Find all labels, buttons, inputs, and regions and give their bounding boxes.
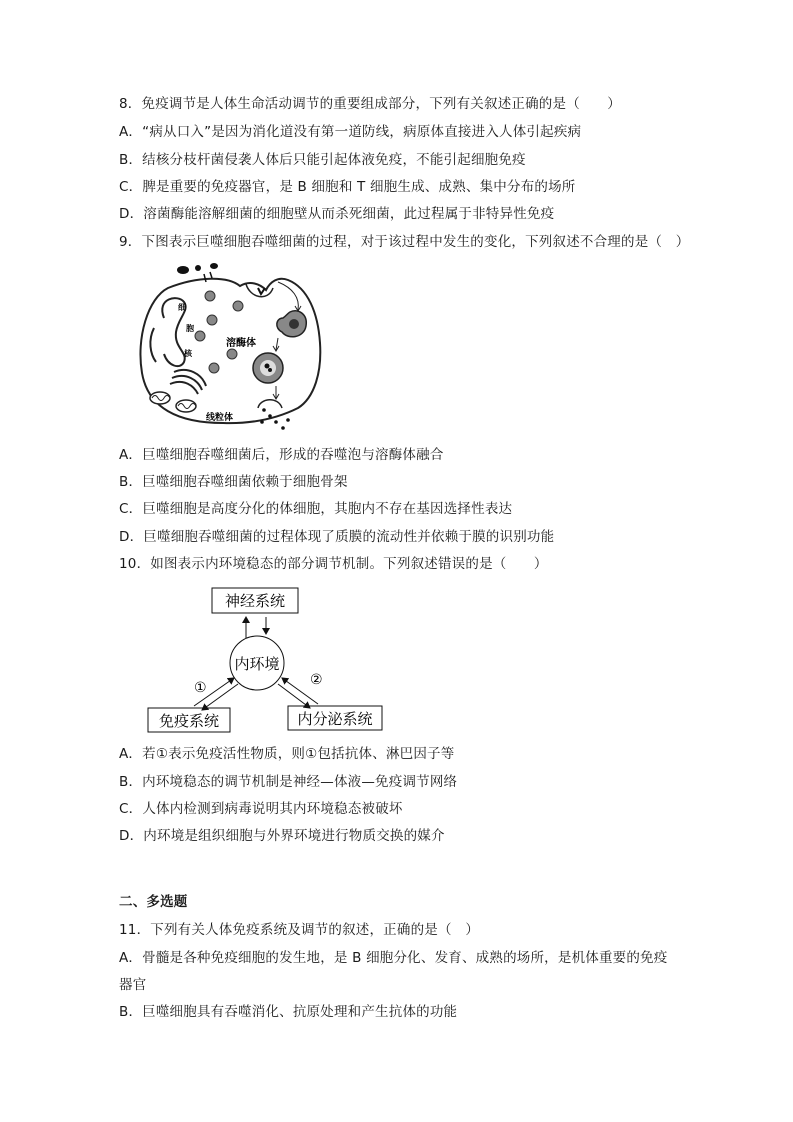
q9-option-b: B．巨噬细胞吞噬细菌依赖于细胞骨架 [119, 474, 348, 490]
q8-stem: 8．免疫调节是人体生命活动调节的重要组成部分，下列有关叙述正确的是（ ） [119, 96, 621, 112]
q8-option-a: A．“病从口入”是因为消化道没有第一道防线，病原体直接进入人体引起疾病 [119, 124, 582, 140]
label-er-2: 胞 [186, 324, 194, 333]
q10-option-b: B．内环境稳态的调节机制是神经—体液—免疫调节网络 [119, 774, 458, 790]
endocrine-system-label: 内分泌系统 [297, 710, 373, 728]
lysosome [207, 315, 217, 325]
label-lysosome: 溶酶体 [226, 338, 256, 349]
q8-option-c: C．脾是重要的免疫器官，是 B 细胞和 T 细胞生成、成熟、集中分布的场所 [119, 179, 576, 195]
bacterium [210, 263, 218, 269]
q11-option-a-line1: A．骨髓是各种免疫细胞的发生地，是 B 细胞分化、发育、成熟的场所，是机体重要的免疫 [119, 950, 668, 966]
q11-option-b: B．巨噬细胞具有吞噬消化、抗原处理和产生抗体的功能 [119, 1004, 458, 1020]
nervous-system-label: 神经系统 [224, 592, 286, 610]
q9-option-a: A．巨噬细胞吞噬细菌后，形成的吞噬泡与溶酶体融合 [119, 447, 444, 463]
mark-1: ① [194, 680, 207, 696]
q9-option-d: D．巨噬细胞吞噬细菌的过程体现了质膜的流动性并依赖于膜的识别功能 [119, 529, 555, 545]
q9-stem: 9．下图表示巨噬细胞吞噬细菌的过程，对于该过程中发生的变化，下列叙述不合理的是（ ） [119, 234, 690, 250]
lysosome [227, 349, 237, 359]
mitochondrion [176, 400, 196, 412]
bacterium [195, 265, 201, 271]
lysosome [195, 331, 205, 341]
lysosome [209, 363, 219, 373]
label-er-3: 核 [184, 349, 192, 358]
q8-option-b: B．结核分枝杆菌侵袭人体后只能引起体液免疫，不能引起细胞免疫 [119, 152, 526, 168]
macrophage-figure [128, 258, 328, 438]
label-mitochondria: 线粒体 [206, 413, 234, 423]
q11-option-a-line2: 器官 [119, 977, 147, 993]
q10-stem: 10．如图表示内环境稳态的部分调节机制。下列叙述错误的是（ ） [119, 556, 548, 572]
q9-option-c: C．巨噬细胞是高度分化的体细胞，其胞内不存在基因选择性表达 [119, 501, 513, 517]
bacterium [177, 266, 189, 274]
section-title: 二、多选题 [119, 894, 188, 910]
lysosome [205, 291, 215, 301]
q10-option-d: D．内环境是组织细胞与外界环境进行物质交换的媒介 [119, 828, 445, 844]
q10-option-a: A．若①表示免疫活性物质，则①包括抗体、淋巴因子等 [119, 746, 455, 762]
lysosome [233, 301, 243, 311]
q10-option-c: C．人体内检测到病毒说明其内环境稳态被破坏 [119, 801, 403, 817]
immune-system-label: 免疫系统 [158, 712, 220, 730]
mitochondrion [150, 392, 170, 404]
homeostasis-figure [140, 584, 390, 736]
q11-stem: 11．下列有关人体免疫系统及调节的叙述，正确的是（ ） [119, 922, 480, 938]
internal-environment-label: 内环境 [234, 655, 280, 673]
label-er-1: 细 [178, 303, 186, 312]
mark-2: ② [310, 672, 323, 688]
q8-option-d: D．溶菌酶能溶解细菌的细胞壁从而杀死细菌，此过程属于非特异性免疫 [119, 206, 555, 222]
